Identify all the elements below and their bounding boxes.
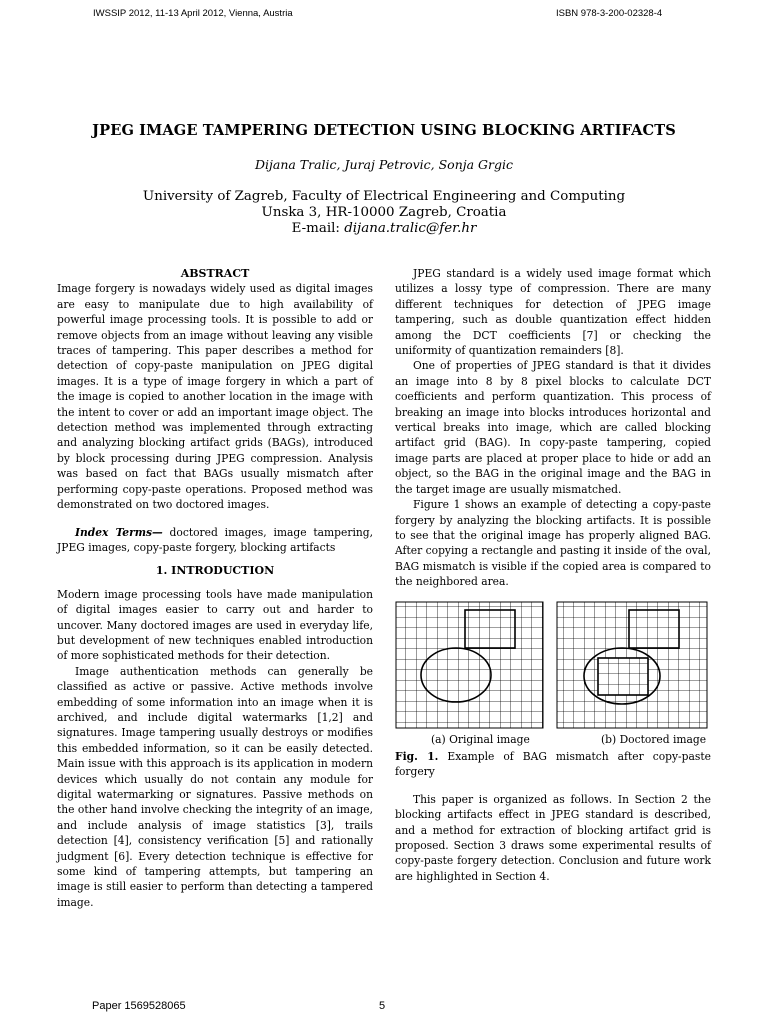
figure-caption-text: Example of BAG mismatch after copy-paste forgery bbox=[395, 749, 711, 779]
abstract-heading: ABSTRACT bbox=[180, 267, 250, 280]
right-column bbox=[395, 266, 711, 884]
intro-paragraph-2: Image authentication methods can generally be classified as active or passive. Active methods involve embedding of some information into an image when it is archived, and include digital watermarks [1,2] and signatures. Image tampering usually destroys or modifies this embedded information, so it can be easily detected. Main issue with this approach is its application in modern devices which usually do not contain any module for digital watermarking or signatures. Passive methods on the other hand involve checking the integrity of an image, and include analysis of image statistics [3], trails detection [4], consistency verification [5] and rationally judgment [6]. Every detection technique is effective for some kind of tampering attempts, but tampering an image is still easier to perform than detecting a tampered image. bbox=[57, 664, 373, 909]
author-list: Dijana Tralic, Juraj Petrovic, Sonja Grgic bbox=[254, 157, 514, 172]
subfigure-captions bbox=[395, 732, 711, 747]
email-label: E-mail: bbox=[291, 221, 340, 236]
figure-1 bbox=[395, 596, 711, 730]
page-number: 5 bbox=[379, 1000, 386, 1012]
footer-paper-id: Paper 1569528065 bbox=[92, 1000, 186, 1012]
running-header-isbn: ISBN 978-3-200-02328-4 bbox=[556, 8, 663, 19]
running-header-conference: IWSSIP 2012, 11-13 April 2012, Vienna, Austria bbox=[93, 8, 293, 19]
right-paragraph-4: This paper is organized as follows. In Section 2 the blocking artifacts effect in JPEG standard is described, and a method for extraction of blocking artifact grid is proposed. Section 3 draws some experimental results of copy-paste forgery detection. Conclusion and future work are highlighted in Section 4. bbox=[395, 792, 711, 883]
index-terms-label: Index Terms— bbox=[75, 525, 163, 539]
index-terms bbox=[57, 525, 373, 556]
email-line bbox=[0, 221, 768, 236]
caption-original: (a) Original image bbox=[431, 732, 530, 746]
affiliation-line-1: University of Zagreb, Faculty of Electrical Engineering and Computing bbox=[142, 189, 626, 204]
right-paragraph-2: One of properties of JPEG standard is that it divides an image into 8 by 8 pixel blocks to calculate DCT coefficients and perform quantization. This process of breaking an image into blocks introduces horizontal and vertical breaks into image, which are called blocking artifact grid (BAG). In copy-paste tampering, copied image parts are placed at proper place to hide or add an object, so the BAG in the original image and the BAG in the target image are usually mismatched. bbox=[395, 359, 711, 496]
original-image-panel bbox=[396, 602, 543, 728]
introduction-heading: 1. INTRODUCTION bbox=[155, 564, 275, 578]
abstract-text: Image forgery is nowadays widely used as digital images are easy to manipulate due to high availability of powerful image processing tools. It is possible to add or remove objects from an image without leaving any visible traces of tampering. This paper describes a method for detection of copy-paste manipulation on JPEG digital images. It is a type of image forgery in which a part of the image is copied to another location in the image with the intent to cover or add an important image object. The detection method was implemented through extracting and analyzing blocking artifact grids (BAGs), introduced by block processing during JPEG compression. Analysis was based on fact that BAGs usually mismatch after performing copy-paste operations. Proposed method was demonstrated on two doctored images. bbox=[57, 282, 373, 512]
right-paragraph-3: Figure 1 shows an example of detecting a copy-paste forgery by analyzing the blocking artifacts. It is possible to see that the original image has properly aligned BAG. After copying a rectangle and pasting it inside of the oval, BAG mismatch is visible if the copied area is compared to the neighbored area. bbox=[395, 498, 711, 589]
doctored-image-panel bbox=[557, 602, 707, 728]
caption-doctored: (b) Doctored image bbox=[601, 732, 707, 746]
bag-figure-svg bbox=[395, 596, 711, 730]
paper-title: JPEG IMAGE TAMPERING DETECTION USING BLOCKING ARTIFACTS bbox=[92, 122, 676, 139]
figure-caption bbox=[395, 749, 711, 780]
intro-paragraph-1: Modern image processing tools have made manipulation of digital images easier to carry out and harder to uncover. Many doctored images are used in everyday life, but development of new techniques enabled introduction of more sophisticated methods for their detection. bbox=[57, 587, 373, 663]
affiliation-line-2: Unska 3, HR-10000 Zagreb, Croatia bbox=[261, 205, 507, 220]
left-column bbox=[57, 266, 373, 910]
email-address: dijana.tralic@fer.hr bbox=[344, 221, 477, 236]
pasted-rectangle bbox=[598, 658, 648, 695]
figure-label: Fig. 1. bbox=[395, 749, 439, 763]
right-paragraph-1: JPEG standard is a widely used image format which utilizes a lossy type of compression. There are many different techniques for detection of JPEG image tampering, such as double quantization effect hidden among the DCT coefficients [7] or checking the uniformity of quantization remainders [8]. bbox=[395, 267, 711, 358]
index-terms-text: doctored images, image tampering, JPEG images, copy-paste forgery, blocking artifacts bbox=[57, 525, 373, 554]
